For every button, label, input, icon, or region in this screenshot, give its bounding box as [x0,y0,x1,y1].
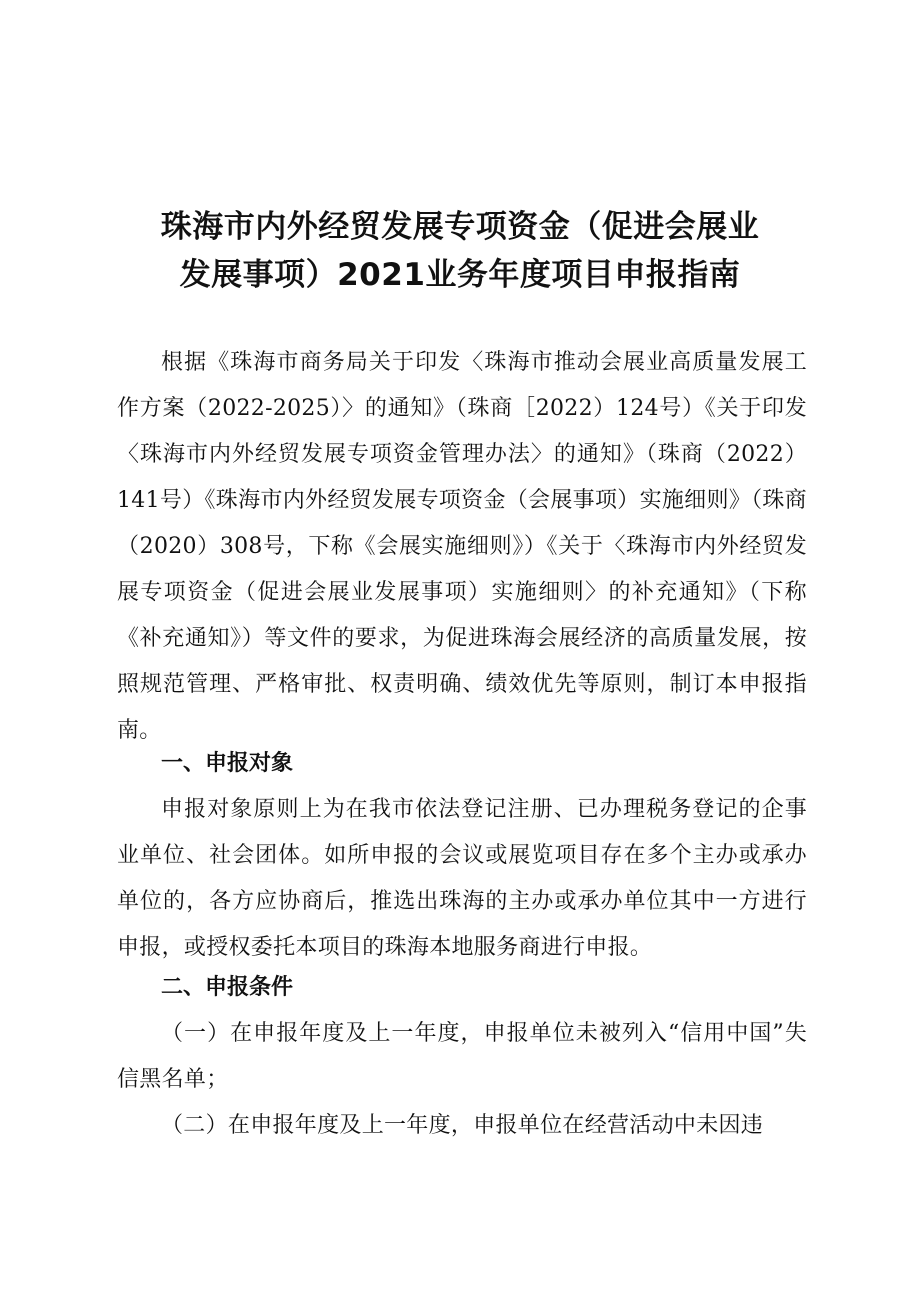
section-heading-applicants: 一、申报对象 [161,751,294,776]
section-heading-conditions: 二、申报条件 [161,975,294,1000]
applicants-paragraph: 申报对象原则上为在我市依法登记注册、已办理税务登记的企事业单位、社会团体。如所申报的会议或展览项目存在多个主办或承办单位的，各方应协商后，推选出珠海的主办或承办单位其中一方进行申报，或授权委托本项目的珠海本地服务商进行申报。 [117,797,807,960]
condition-paragraph-1: （一）在申报年度及上一年度，申报单位未被列入“信用中国”失信黑名单； [117,1021,807,1092]
title-line-1: 珠海市内外经贸发展专项资金（促进会展业 [160,209,760,245]
document-title [0,203,920,299]
intro-paragraph: 根据《珠海市商务局关于印发〈珠海市推动会展业高质量发展工作方案（2022-2025）〉的通知》（珠商［2022）124号）《关于印发〈珠海市内外经贸发展专项资金管理办法〉的通知》（珠商（2022）141号）《珠海市内外经贸发展专项资金（会展事项）实施细则》（珠商（2020）308号，下称《会展实施细则》）《关于〈珠海市内外经贸发展专项资金（促进会展业发展事项）实施细则〉的补充通知》（下称《补充通知》）等文件的要求，为促进珠海会展经济的高质量发展，按照规范管理、严格审批、权责明确、绩效优先等原则，制订本申报指南。 [117,350,807,743]
title-line-2: 发展事项）2021业务年度项目申报指南 [179,257,741,293]
condition-paragraph-2: （二）在申报年度及上一年度，申报单位在经营活动中未因违 [161,1113,764,1138]
